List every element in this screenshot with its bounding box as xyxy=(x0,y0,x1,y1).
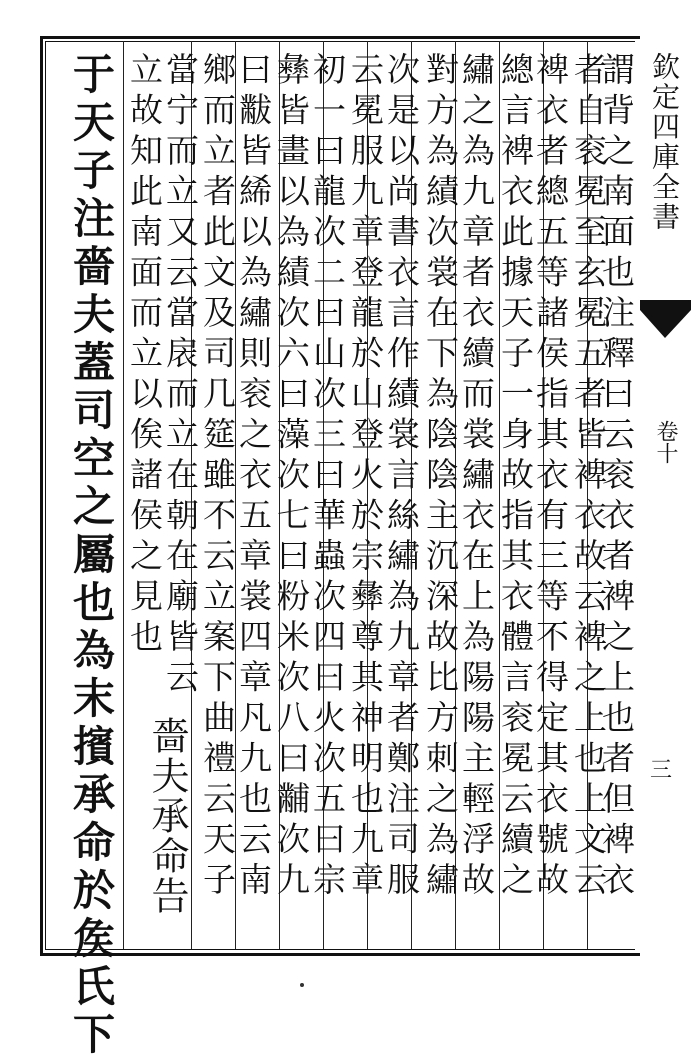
text-column-1: 謂背之南面也注釋曰云衮衣者裨之上也者但裨衣 xyxy=(597,52,636,903)
text-column-8: 云冕服九章登龍於山登火於宗彝尊其神明也九章 xyxy=(346,52,385,903)
margin-page-mark: 三 xyxy=(650,758,673,783)
text-column-3: 裨衣者總五等諸侯指其衣有三等不得定其衣號故 xyxy=(531,52,570,903)
margin-title: 欽定四庫全書 xyxy=(648,52,681,232)
fish-tail-mark xyxy=(640,300,691,350)
text-column-6: 對方為績次裳在下為陰陰主沉深故比方刺之為繡 xyxy=(421,52,460,903)
text-column-9: 初一曰龍次二曰山次三曰華蟲次四曰火次五曰宗 xyxy=(308,52,347,903)
main-text-tail: 嗇夫承命告 xyxy=(145,716,189,916)
text-column-7: 次是以尚書衣言作績裳言絲繡為九章者鄭注司服 xyxy=(382,52,421,903)
text-column-11: 曰黻皆絺以為繡則衮之衣五章裳四章凡九也云南 xyxy=(234,52,273,903)
text-column-2: 者自衮冕至玄冕五者皆裨衣故云裨之上也上文云 xyxy=(569,52,608,903)
text-column-14: 立故知此南面而立以俟諸侯之見也 xyxy=(125,52,164,660)
text-column-4: 總言裨衣此據天子一身故指其衣體言衮冕云續之 xyxy=(496,52,535,903)
main-text-column: 于天子注嗇夫蓋司空之屬也為末擯承命於矦氏下 xyxy=(67,52,116,1060)
margin-juan: 卷十 xyxy=(653,420,678,464)
text-column-5: 繡之為九章者衣續而裳繡衣在上為陽陽主輕浮故 xyxy=(457,52,496,903)
text-column-12: 鄉而立者此文及司几筵雖不云立案下曲禮云天子 xyxy=(198,52,237,903)
ink-speck xyxy=(300,983,304,987)
text-column-13: 當宁而立又云當扆而立在朝在廟皆云 xyxy=(161,52,200,700)
text-column-10: 彝皆畫以為績次六曰藻次七曰粉米次八曰黼次九 xyxy=(272,52,311,903)
